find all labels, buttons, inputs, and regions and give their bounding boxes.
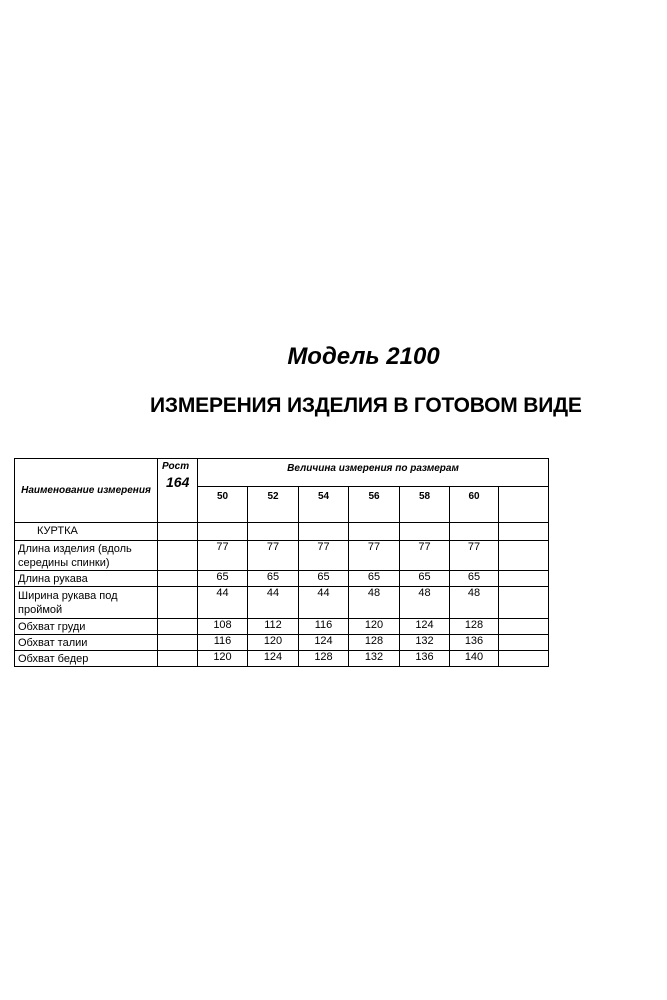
- value-cell: 65: [400, 571, 450, 587]
- value-cell: 136: [400, 651, 450, 667]
- height-cell: [158, 587, 198, 619]
- value-cell: 65: [198, 571, 248, 587]
- table-row: [15, 587, 549, 619]
- size-header: 54: [299, 487, 349, 523]
- value-cell: [499, 651, 549, 667]
- table-cell: [248, 523, 299, 541]
- value-cell: 136: [450, 635, 499, 651]
- value-cell: [499, 571, 549, 587]
- size-header: 52: [248, 487, 299, 523]
- table-cell: [158, 523, 198, 541]
- value-cell: 44: [248, 587, 299, 619]
- section-label: КУРТКА: [15, 523, 158, 541]
- value-cell: 112: [248, 619, 299, 635]
- value-cell: 128: [349, 635, 400, 651]
- table-cell: [499, 523, 549, 541]
- table-cell: [299, 523, 349, 541]
- header-height: [158, 459, 198, 523]
- value-cell: 65: [248, 571, 299, 587]
- size-chart-table: [14, 458, 549, 667]
- value-cell: 77: [400, 541, 450, 571]
- table-row: [15, 619, 549, 635]
- table-cell: [349, 523, 400, 541]
- value-cell: 48: [349, 587, 400, 619]
- table-cell: [400, 523, 450, 541]
- value-cell: 48: [400, 587, 450, 619]
- table-row: [15, 651, 549, 667]
- value-cell: 77: [198, 541, 248, 571]
- size-header: [499, 487, 549, 523]
- size-header: 58: [400, 487, 450, 523]
- value-cell: 65: [450, 571, 499, 587]
- value-cell: 77: [299, 541, 349, 571]
- value-cell: [499, 635, 549, 651]
- value-cell: 124: [400, 619, 450, 635]
- parameter-name: Ширина рукава под проймой: [15, 587, 158, 619]
- height-cell: [158, 571, 198, 587]
- section-row: [15, 523, 549, 541]
- value-cell: 77: [349, 541, 400, 571]
- table-cell: [198, 523, 248, 541]
- parameter-name: Обхват бедер: [15, 651, 158, 667]
- height-label: Рост: [162, 461, 190, 472]
- table-row: [15, 571, 549, 587]
- value-cell: [499, 587, 549, 619]
- height-cell: [158, 619, 198, 635]
- table-row: [15, 541, 549, 571]
- value-cell: 44: [198, 587, 248, 619]
- value-cell: 108: [198, 619, 248, 635]
- table-row: [15, 635, 549, 651]
- value-cell: 120: [349, 619, 400, 635]
- value-cell: 128: [450, 619, 499, 635]
- height-value: 164: [166, 474, 190, 490]
- header-parameter-name: Наименование измерения: [15, 459, 158, 523]
- value-cell: 124: [299, 635, 349, 651]
- value-cell: 48: [450, 587, 499, 619]
- size-header: 56: [349, 487, 400, 523]
- value-cell: 124: [248, 651, 299, 667]
- parameter-name: Обхват талии: [15, 635, 158, 651]
- table-cell: [450, 523, 499, 541]
- value-cell: [499, 619, 549, 635]
- height-cell: [158, 635, 198, 651]
- value-cell: 140: [450, 651, 499, 667]
- table-body: [15, 459, 549, 667]
- parameter-name: Длина изделия (вдоль середины спинки): [15, 541, 158, 571]
- value-cell: 120: [198, 651, 248, 667]
- value-cell: 132: [349, 651, 400, 667]
- value-cell: 77: [248, 541, 299, 571]
- size-header: 60: [450, 487, 499, 523]
- parameter-name: Длина рукава: [15, 571, 158, 587]
- value-cell: 116: [198, 635, 248, 651]
- value-cell: 132: [400, 635, 450, 651]
- height-cell: [158, 651, 198, 667]
- value-cell: 77: [450, 541, 499, 571]
- model-title: Модель 2100: [287, 343, 440, 370]
- value-cell: 128: [299, 651, 349, 667]
- value-cell: [499, 541, 549, 571]
- value-cell: 65: [299, 571, 349, 587]
- header-size-group: Величина измерения по размерам: [198, 459, 549, 487]
- value-cell: 65: [349, 571, 400, 587]
- value-cell: 120: [248, 635, 299, 651]
- parameter-name: Обхват груди: [15, 619, 158, 635]
- height-cell: [158, 541, 198, 571]
- size-header: 50: [198, 487, 248, 523]
- value-cell: 116: [299, 619, 349, 635]
- header-row-top: [15, 459, 549, 487]
- document-title: ИЗМЕРЕНИЯ ИЗДЕЛИЯ В ГОТОВОМ ВИДЕ: [150, 394, 582, 417]
- value-cell: 44: [299, 587, 349, 619]
